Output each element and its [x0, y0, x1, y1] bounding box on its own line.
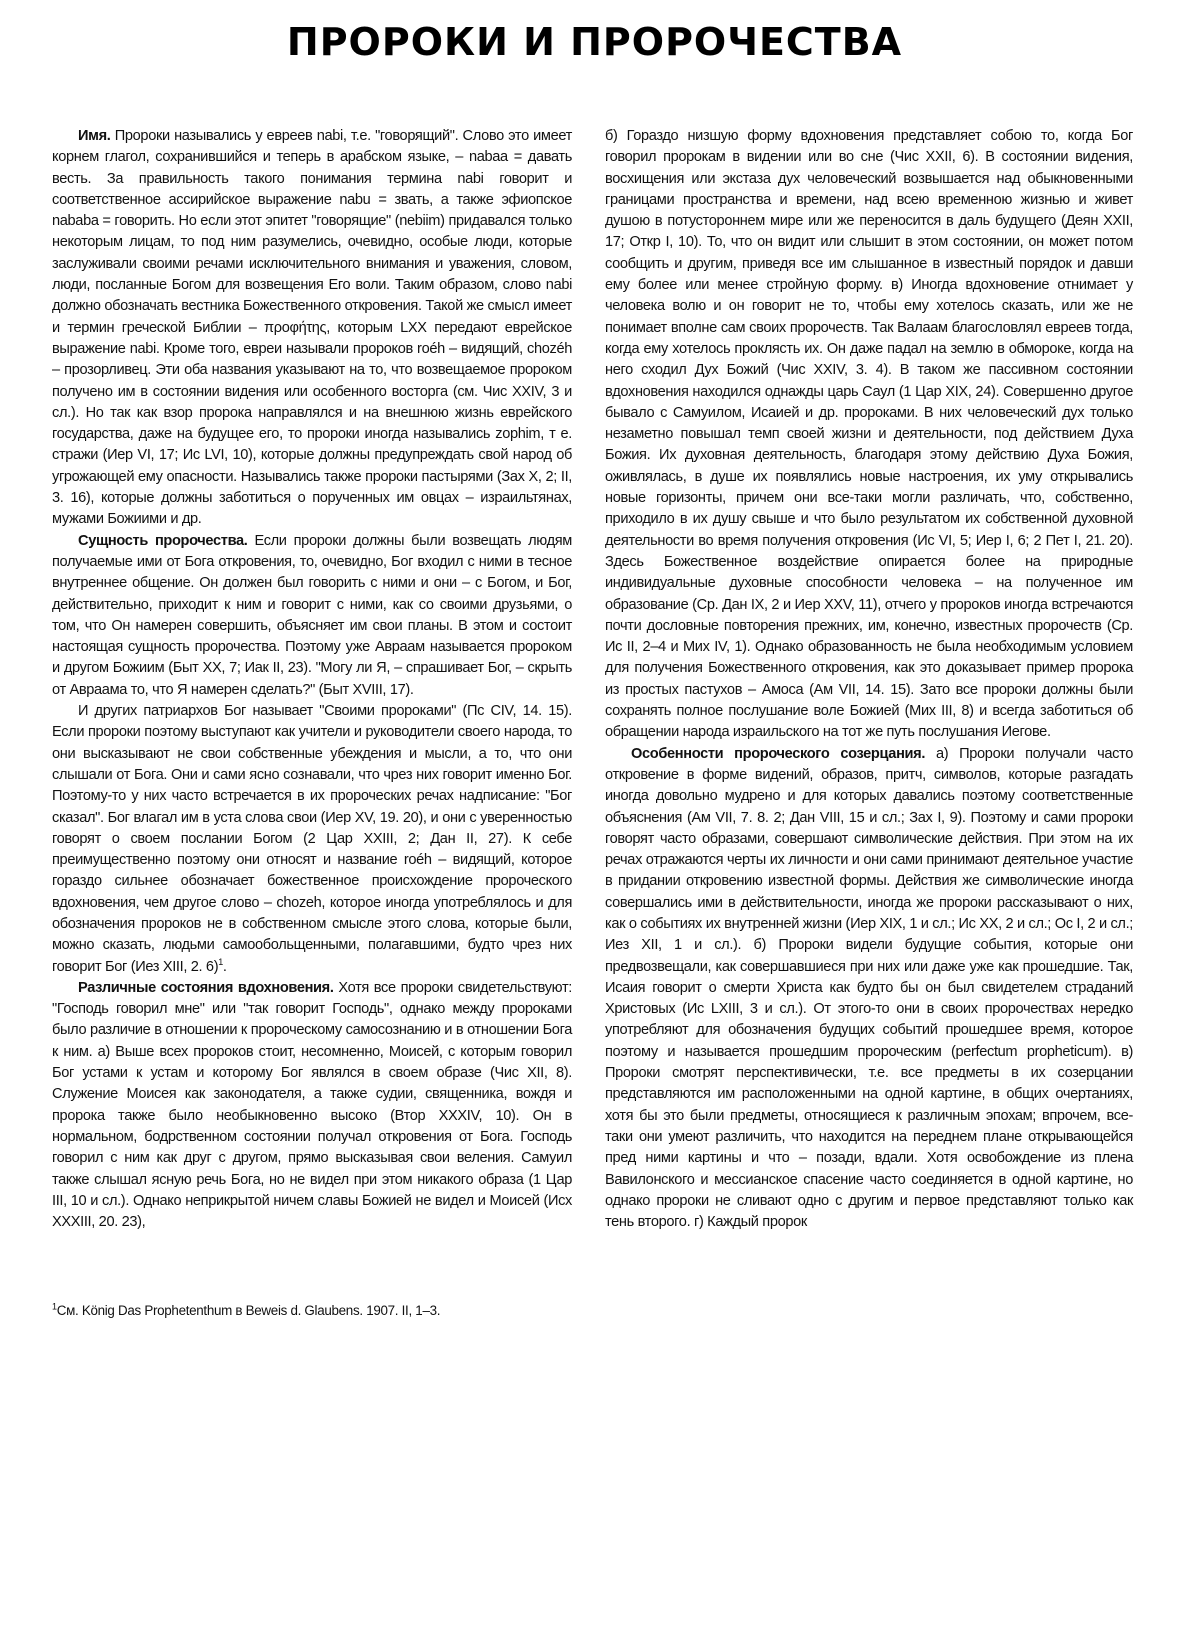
left-column	[52, 126, 572, 1233]
section-heading-contemplation: Особенности пророческого созерцания.	[631, 745, 926, 762]
paragraph-essence	[52, 531, 572, 701]
footnote-text: См. König Das Prophetenthum в Beweis d. Glaubens. 1907. II, 1–3.	[56, 1303, 441, 1318]
paragraph-states	[52, 978, 572, 1234]
footnote-reference[interactable]: 1	[218, 956, 223, 967]
paragraph-text: И других патриархов Бог называет "Своими пророками" (Пс CIV, 14. 15). Если пророки поэтому выступают как учители и руководители своего народа, то они высказывают не свои собственные убеждения и мысли, а то, что они слышали от Бога. Они и сами ясно сознавали, что чрез них говорит именно Бог. Поэтому-то у них часто встречается в их пророческих речах надписание: "Бог сказал". Бог влагал им в уста слова свои (Иер XV, 19. 20), и они с уверенностью говорят о своем послании Богом (2 Цар XXIII, 2; Дан II, 27). К себе преимущественно поэтому они относят и название roéh – видящий, которое гораздо сильнее обозначает божественное происхождение пророческого вдохновения, чем другое слово – chozeh, которое иногда употреблялось и для обозначения пророков не в собственном смысле этого слова, которые были, можно сказать, людьми самообольщенными, полагавшими, будто чрез них говорит Бог (Иез XIII, 2. 6)	[52, 703, 572, 975]
footnote-marker: 1	[52, 1301, 57, 1312]
paragraph-text: а) Пророки получали часто откровение в форме видений, образов, притч, символов, которые разгадать иногда довольно мудрено и для которых давались поэтому соответственные объяснения (Ам VII, 7. 8. 2; Дан VIII, 15 и сл.; Зах I, 9). Поэтому и сами пророки говорят часто образами, совершают символические действия. При этом на их речах отражаются черты их личности и они сами принимают деятельное участие в придании откровению известной формы. Действия же символические иногда совершались ими в действительности, иногда же пророки рассказывают о них, как о событиях их внутренней жизни (Иер XIX, 1 и сл.; Ис XX, 2 и сл.; Ос I, 2 и сл.; Иез XII, 1 и сл.). б) Пророки видели будущие события, которые они предвозвещали, как совершавшиеся при них или даже уже как прошедшие. Так, Исаия говорит о смерти Христа как будто бы он был свидетелем страданий Христовых (Ис LXIII, 3 и сл.). От этого-то они в своих пророчествах нередко употребляют для обозначения будущих событий прошедшее время, которое поэтому и называется прошедшим пророческим (perfectum propheticum). в) Пророки смотрят перспективически, т.е. все предметы в их созерцании представляются им расположенными на одной картине, в общих очертаниях, хотя бы это были предметы, относящиеся к различным эпохам; впрочем, все-таки они умеют различить, что находится на переднем плане открывающейся пред ними картины и что – позади, вдали. Хотя освобождение из плена Вавилонского и мессианское спасение часто соединяется в одной картине, но однако пророки не сливают одно с другим и первое представляют только как тень второго. г) Каждый пророк	[605, 745, 1133, 1231]
footnote	[52, 1302, 440, 1320]
paragraph-contemplation	[605, 744, 1133, 1234]
paragraph-text: Пророки назывались у евреев nabi, т.е. "говорящий". Слово это имеет корнем глагол, сохранившийся и теперь в арабском языке, – nabaa = давать весть. За правильность такого понимания термина nabi говорит и соответственное ассирийское выражение nabu = звать, а также эфиопское nababa = говорить. Но если этот эпитет "говорящие" (nebiim) придавался только некоторым лицам, то под ним разумелись, очевидно, особые люди, которые заслуживали своими речами исключительного внимания и уважения, словом, люди, посланные Богом для возвещения Его воли. Таким образом, слово nabi должно обозначать вестника Божественного откровения. Такой же смысл имеет и термин греческой Библии – προφήτης, которым LXX передают еврейское выражение nabi. Кроме того, евреи называли пророков roéh – видящий, chozéh – прозорливец. Эти оба названия указывают на то, что возвещаемое пророком получено им в состоянии видения или особенного восторга (см. Чис XXIV, 3 и сл.). Но так как взор пророка направлялся и на внешнюю жизнь еврейского государства, даже на будущее его, то пророки иногда назывались zophim, т е. стражи (Иер VI, 17; Ис LVI, 10), которые должны предупреждать свой народ об угрожающей ему опасности. Назывались также пророки пастырями (Зах X, 2; II, 3. 16), которые должны заботиться о порученных им овцах – израильтянах, мужами Божиими и др.	[52, 128, 572, 528]
paragraph-text: Хотя все пророки свидетельствуют: "Господь говорил мне" или "так говорит Господь", однако между пророками было различие в отношении к пророческому самосознанию и в отношении Бога к ним. а) Выше всех пророков стоит, несомненно, Моисей, с которым говорил Бог устами к устам и которому Бог являлся в своем образе (Чис XII, 8). Служение Моисея как законодателя, а также судии, священника, вождя и пророка также было необыкновенно высоко (Втор XXXIV, 10). Он в нормальном, бодрственном состоянии получал откровения от Бога. Господь говорил с ним как друг с другом, прямо высказывая свои веления. Самуил также слышал ясную речь Бога, но не видел при этом никакого образа (1 Цар III, 10 и сл.). Однако неприкрытой ничем славы Божией не видел и Моисей (Исх XXXIII, 20. 23),	[52, 979, 573, 1231]
right-column	[605, 126, 1133, 1233]
section-heading-essence: Сущность пророчества.	[78, 532, 248, 549]
paragraph-text: Если пророки должны были возвещать людям получаемые ими от Бога откровения, то, очевидно, Бог входил с ними в тесное внутреннее общение. Он должен был говорить с ними и они – с Богом, и Бог, действительно, приходит к ним и говорит с ними, как со своими друзьями, о том, что Он намерен совершить, объясняет им свои планы. В этом и состоит настоящая сущность пророчества. Поэтому уже Авраам называется пророком и другом Божиим (Быт XX, 7; Иак II, 23). "Могу ли Я, – спрашивает Бог, – скрыть от Авраама то, что Я намерен сделать?" (Быт XVIII, 17).	[52, 532, 572, 698]
paragraph-patriarchs: И других патриархов Бог называет "Своими пророками" (Пс CIV, 14. 15). Если пророки поэтому выступают как учители и руководители своего народа, то они высказывают не свои собственные убеждения и мысли, а то, что они слышали от Бога. Они и сами ясно сознавали, что чрез них говорит именно Бог. Поэтому-то у них часто встречается в их пророческих речах надписание: "Бог сказал". Бог влагал им в уста слова свои (Иер XV, 19. 20), и они с уверенностью говорят о своем послании Богом (2 Цар XXIII, 2; Дан II, 27). К себе преимущественно поэтому они относят и название roéh – видящий, которое гораздо сильнее обозначает божественное происхождение пророческого вдохновения, чем другое слово – chozeh, которое иногда употреблялось и для обозначения пророков не в собственном смысле этого слова, которые были, можно сказать, людьми самообольщенными, полагавшими, будто чрез них говорит Бог (Иез XIII, 2. 6)$^1$.	[52, 703, 572, 975]
section-heading-states: Различные состояния вдохновения.	[78, 979, 334, 996]
section-heading-name: Имя.	[78, 128, 111, 144]
paragraph-text: б) Гораздо низшую форму вдохновения представляет собою то, когда Бог говорил пророкам в видении или во сне (Чис XXII, 6). В состоянии видения, восхищения или экстаза дух человеческий возвышается над обыкновенными границами пространства и времени, над всею временною жизнью и живет душою в потустороннем мире или же переносится в даль будущего (Деян XXII, 17; Откр I, 10). То, что он видит или слышит в этом состоянии, он может потом сообщить и другим, приведя все им слышанное в известный порядок и давши ему более или менее стройную форму. в) Иногда вдохновение отнимает у человека волю и он говорит не то, чтобы ему хотелось сказать, или же не понимает вполне сам своих пророчеств. Так Валаам благословлял евреев тогда, когда ему хотелось проклясть их. Он даже падал на землю в обмороке, когда на него сходил Дух Божий (Чис XXIV, 3. 4). В таком же пассивном состоянии вдохновения находился однажды царь Саул (1 Цар XIX, 24). Совершенно другое бывало с Самуилом, Исаией и др. пророками. В них человеческий дух только незаметно повышал темп своей жизни и деятельности, под действием Духа Божия. Их духовная деятельность, благодаря этому действию Духа Божия, оживлялась, в душе их появлялись новые настроения, их уму открывались новые горизонты, причем они все-таки могли различать, что, собственно, приходило в их душу свыше и что было результатом их собственной духовной деятельности во время получения откровения (Ис VI, 5; Иер I, 6; 2 Пет I, 21. 20). Здесь Божественное воздействие опирается более на природные индивидуальные духовные способности человека – на полученное им образование (Ср. Дан IX, 2 и Иер XXV, 11), отчего у пророков иногда встречаются почти дословные повторения прежних, им, конечно, известных пророчеств (Ср. Ис II, 2–4 и Мих IV, 1). Однако образованность не была необходимым условием для получения Божественного откровения, как это доказывает пример пророка из простых пастухов – Амоса (Ам VII, 14. 15). Зато все пророки должны были сохранять полное послушание воле Божией (Мих III, 8) и всегда заботиться об обращении народа израильского на тот же путь послушания Иегове.	[605, 128, 1133, 741]
paragraph-continued	[605, 126, 1133, 744]
paragraph-name	[52, 126, 572, 531]
page-title: ПРОРОКИ И ПРОРОЧЕСТВА	[286, 20, 903, 64]
